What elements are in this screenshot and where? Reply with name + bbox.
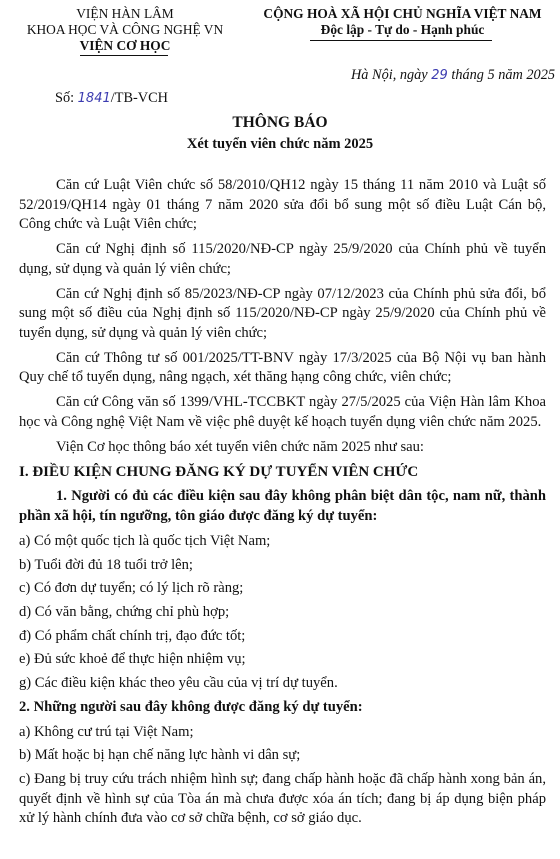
issuing-agency: [0, 6, 250, 54]
national-name: CỘNG HOÀ XÃ HỘI CHỦ NGHĨA VIỆT NAM: [263, 6, 542, 21]
document-title: THÔNG BÁO: [232, 114, 328, 131]
legal-basis-2: Căn cứ Nghị định số 115/2020/NĐ-CP ngày 25/9/2020 của Chính phủ về tuyển dụng, sử dụng và quản lý viên chức;: [19, 241, 546, 277]
motto-underline: [310, 40, 492, 41]
date-line: [300, 67, 555, 84]
doc-number-suffix: /TB-VCH: [110, 90, 168, 106]
condition-item: a) Có một quốc tịch là quốc tịch Việt Nam;: [19, 532, 271, 549]
doc-number-value: 1841: [77, 91, 111, 106]
condition-item: c) Có đơn dự tuyển; có lý lịch rõ ràng;: [19, 580, 244, 597]
agency-underline: [80, 55, 168, 56]
subsection-1-heading: 1. Người có đủ các điều kiện sau đây không phân biệt dân tộc, nam nữ, thành phần xã hội, tín ngưỡng, tôn giáo được đăng ký dự tuyển:: [19, 488, 546, 524]
condition-item: d) Có văn bằng, chứng chỉ phù hợp;: [19, 603, 230, 620]
document-number: [55, 90, 168, 107]
condition-item: b) Tuổi đời đủ 18 tuổi trở lên;: [19, 556, 193, 573]
date-prefix: Hà Nội, ngày: [350, 67, 428, 83]
legal-basis-5: Căn cứ Công văn số 1399/VHL-TCCBKT ngày 27/5/2025 của Viện Hàn lâm Khoa học và Công nghệ Việt Nam về việc phê duyệt kế hoạch tuyển dụng viên chức năm 2025.: [19, 394, 546, 430]
subsection-2-heading: 2. Những người sau đây không được đăng ký dự tuyển:: [19, 698, 363, 715]
national-motto: [245, 6, 560, 38]
agency-line-1: VIỆN HÀN LÂM: [76, 6, 174, 21]
legal-basis-1: Căn cứ Luật Viên chức số 58/2010/QH12 ngày 15 tháng 11 năm 2010 và Luật số 52/2019/QH14 ngày 01 tháng 7 năm 2020 sửa đổi bổ sung một số điều Luật Cán bộ, Công chức và Luật Viên chức;: [19, 177, 546, 233]
condition-item: e) Đủ sức khoẻ để thực hiện nhiệm vụ;: [19, 651, 246, 668]
date-day: 29: [431, 68, 448, 83]
condition-item: g) Các điều kiện khác theo yêu cầu của vị trí dự tuyển.: [19, 675, 338, 691]
exclusion-item: a) Không cư trú tại Việt Nam;: [19, 723, 194, 740]
motto: Độc lập - Tự do - Hạnh phúc: [320, 22, 485, 37]
legal-basis-3: Căn cứ Nghị định số 85/2023/NĐ-CP ngày 07/12/2023 của Chính phủ sửa đổi, bổ sung một số điều của Nghị định số 115/2020/NĐ-CP ngày 25/9/2020 của Chính phủ về tuyển dụng, sử dụng và quản lý viên chức;: [19, 285, 546, 341]
document-subtitle: Xét tuyển viên chức năm 2025: [186, 136, 374, 152]
exclusion-item-c: c) Đang bị truy cứu trách nhiệm hình sự; đang chấp hành hoặc đã chấp hành xong bản án, quyết định về hình sự của Tòa án mà chưa được xóa án tích; đang bị áp dụng biện pháp xử lý hành chính đưa vào cơ sở chữa bệnh, cơ sở giáo dục.: [19, 770, 546, 827]
exclusion-item: b) Mất hoặc bị hạn chế năng lực hành vi dân sự;: [19, 747, 301, 764]
date-suffix: tháng 5 năm 2025: [451, 67, 555, 83]
agency-line-2: KHOA HỌC VÀ CÔNG NGHỆ VN: [26, 22, 224, 37]
document-body: [19, 176, 546, 833]
condition-item: đ) Có phẩm chất chính trị, đạo đức tốt;: [19, 627, 246, 644]
section-1-heading: I. ĐIỀU KIỆN CHUNG ĐĂNG KÝ DỰ TUYỂN VIÊN CHỨC: [19, 463, 419, 480]
agency-line-3: VIỆN CƠ HỌC: [79, 38, 171, 53]
legal-basis-4: Căn cứ Thông tư số 001/2025/TT-BNV ngày 17/3/2025 của Bộ Nội vụ ban hành Quy chế tổ tuyển dụng, nâng ngạch, xét thăng hạng công chức, viên chức;: [19, 349, 546, 386]
intro-paragraph: Viện Cơ học thông báo xét tuyển viên chức năm 2025 như sau:: [56, 438, 424, 455]
doc-number-prefix: Số:: [55, 90, 75, 106]
